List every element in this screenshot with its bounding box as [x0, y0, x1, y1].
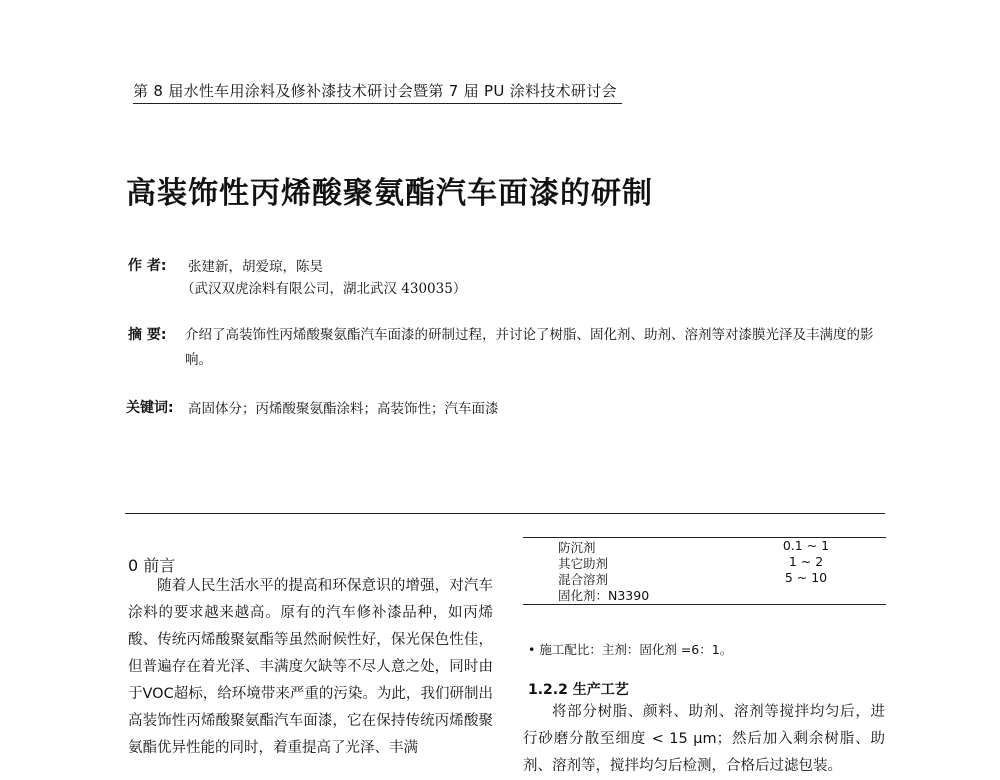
table-cell-name: 其它助剂: [558, 556, 609, 571]
table-cell-value: 1 ~ 2: [788, 554, 824, 569]
table-row: [523, 586, 886, 602]
table-row: [523, 570, 886, 586]
table-cell-value: 5 ~ 10: [784, 570, 828, 585]
abstract-text: 介绍了高装饰性丙烯酸聚氨酯汽车面漆的研制过程，并讨论了树脂、固化剂、助剂、溶剂等对漆膜光泽及丰满度的影响。: [185, 327, 874, 368]
intro-paragraph: 随着人民生活水平的提高和环保意识的增强，对汽车涂料的要求越来越高。原有的汽车修补漆品种，如丙烯酸、传统丙烯酸聚氨酯等虽然耐候性好，保光保色性佳，但普遍存在着光泽、丰满度欠缺等不尽人意之处，同时由于VOC超标，给环境带来严重的污染。为此，我们研制出高装饰性丙烯酸聚氨酯汽车面漆，它在保持传统丙烯酸聚氨酯优异性能的同时，着重提高了光泽、丰满: [128, 578, 493, 756]
intro-body: [128, 573, 493, 762]
authors: 张建新，胡爱琼，陈昊: [188, 259, 323, 275]
formula-table: [523, 537, 886, 605]
table-cell-value: 0.1 ~ 1: [782, 538, 830, 553]
header-rule: [133, 103, 622, 104]
keywords-label: 关键词:: [126, 400, 174, 416]
section-heading-intro: 0 前言: [128, 556, 176, 575]
conference-header: 第 8 届水性车用涂料及修补漆技术研讨会暨第 7 届 PU 涂料技术研讨会: [133, 82, 617, 100]
process-body: [523, 699, 885, 780]
table-cell-name: 混合溶剂: [558, 572, 609, 587]
section-heading-process: 1.2.2 生产工艺: [528, 682, 629, 698]
table-note: • 施工配比：主剂：固化剂 =6：1。: [528, 642, 733, 657]
affiliation: （武汉双虎涂料有限公司，湖北武汉 430035）: [181, 281, 467, 297]
paper-title: 高装饰性丙烯酸聚氨酯汽车面漆的研制: [126, 176, 653, 211]
authors-label: 作 者:: [128, 258, 167, 274]
keywords: 高固体分；丙烯酸聚氨酯涂料；高装饰性；汽车面漆: [188, 401, 499, 417]
process-paragraph: 将部分树脂、颜料、助剂、溶剂等搅拌均匀后，进行砂磨分散至细度 < 15 μm；然后加入剩余树脂、助剂、溶剂等，搅拌均匀后检测，合格后过滤包装。: [523, 704, 885, 774]
section-divider: [125, 513, 885, 514]
table-bottom-rule: [523, 604, 886, 605]
table-cell-name: 防沉剂: [558, 540, 596, 555]
abstract-label: 摘 要:: [128, 327, 167, 343]
table-cell-name: 固化剂：N3390: [558, 588, 650, 603]
table-row: [523, 554, 886, 570]
table-row: [523, 538, 886, 554]
